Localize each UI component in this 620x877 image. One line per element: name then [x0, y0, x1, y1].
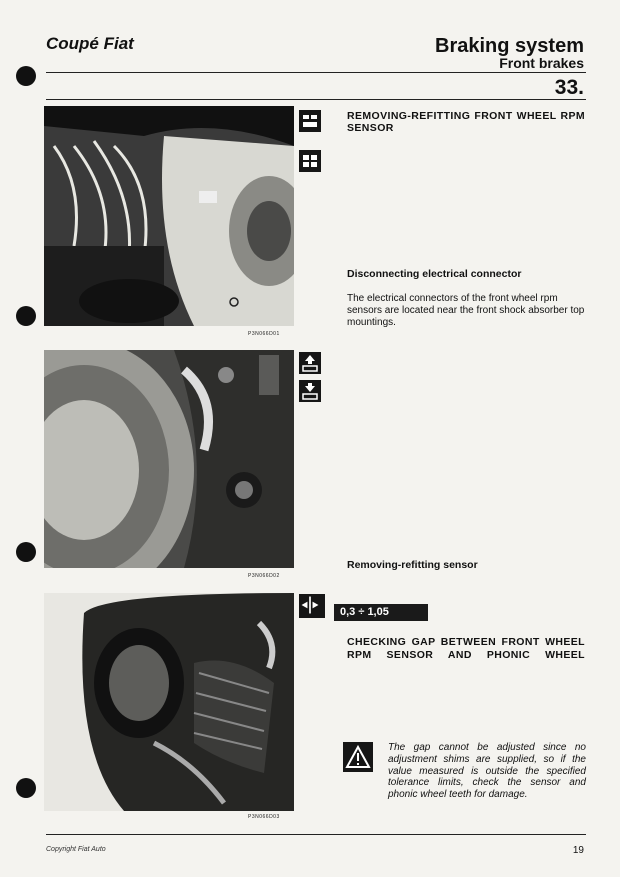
figure-sensor-gap-photo: [44, 593, 294, 811]
binder-hole: [16, 306, 36, 326]
gap-value-badge: 0,3 ÷ 1,05: [334, 604, 428, 621]
remove-refit-icon: [299, 110, 321, 132]
brand-title: Coupé Fiat: [46, 34, 134, 53]
refit-down-icon: [299, 380, 321, 402]
figure-engine-bay-photo: [44, 106, 294, 326]
copyright: Copyright Fiat Auto: [46, 846, 106, 853]
binder-hole: [16, 778, 36, 798]
figure-brake-disc-photo: [44, 350, 294, 568]
figure-ref: P3N066D03: [248, 814, 280, 820]
footer-rule: [46, 834, 586, 835]
warning-note: The gap cannot be adjusted since no adjustment shims are supplied, so if the value measured is outside the specified tolerance limits, check the sensor and phonic wheel teeth for damage.: [388, 742, 586, 801]
section-number: 33.: [554, 76, 584, 99]
subheading-disconnecting: Disconnecting electrical connector: [347, 268, 522, 280]
section-heading-removing-refitting: REMOVING-REFITTING FRONT WHEEL RPM SENSOR: [347, 110, 585, 134]
subheading-removing-refitting-sensor: Removing-refitting sensor: [347, 559, 478, 571]
warning-triangle-icon: [343, 742, 373, 772]
grid-icon: [299, 150, 321, 172]
gap-measure-icon: [299, 594, 325, 618]
binder-hole: [16, 66, 36, 86]
section-heading-checking-gap: CHECKING GAP BETWEEN FRONT WHEEL RPM SENSOR AND PHONIC WHEEL: [347, 636, 585, 661]
header-rule: [46, 72, 586, 73]
header-rule-lower: [46, 99, 586, 100]
footer-page-number: 19: [572, 845, 584, 856]
figure-ref: P3N066D02: [248, 573, 280, 579]
page-subtitle: Front brakes: [499, 55, 584, 71]
disconnecting-text: The electrical connectors of the front wheel rpm sensors are located near the front shock absorber top mountings.: [347, 293, 585, 328]
page-title: Braking system: [435, 35, 584, 57]
figure-ref: P3N066D01: [248, 331, 280, 337]
remove-up-icon: [299, 352, 321, 374]
binder-hole: [16, 542, 36, 562]
